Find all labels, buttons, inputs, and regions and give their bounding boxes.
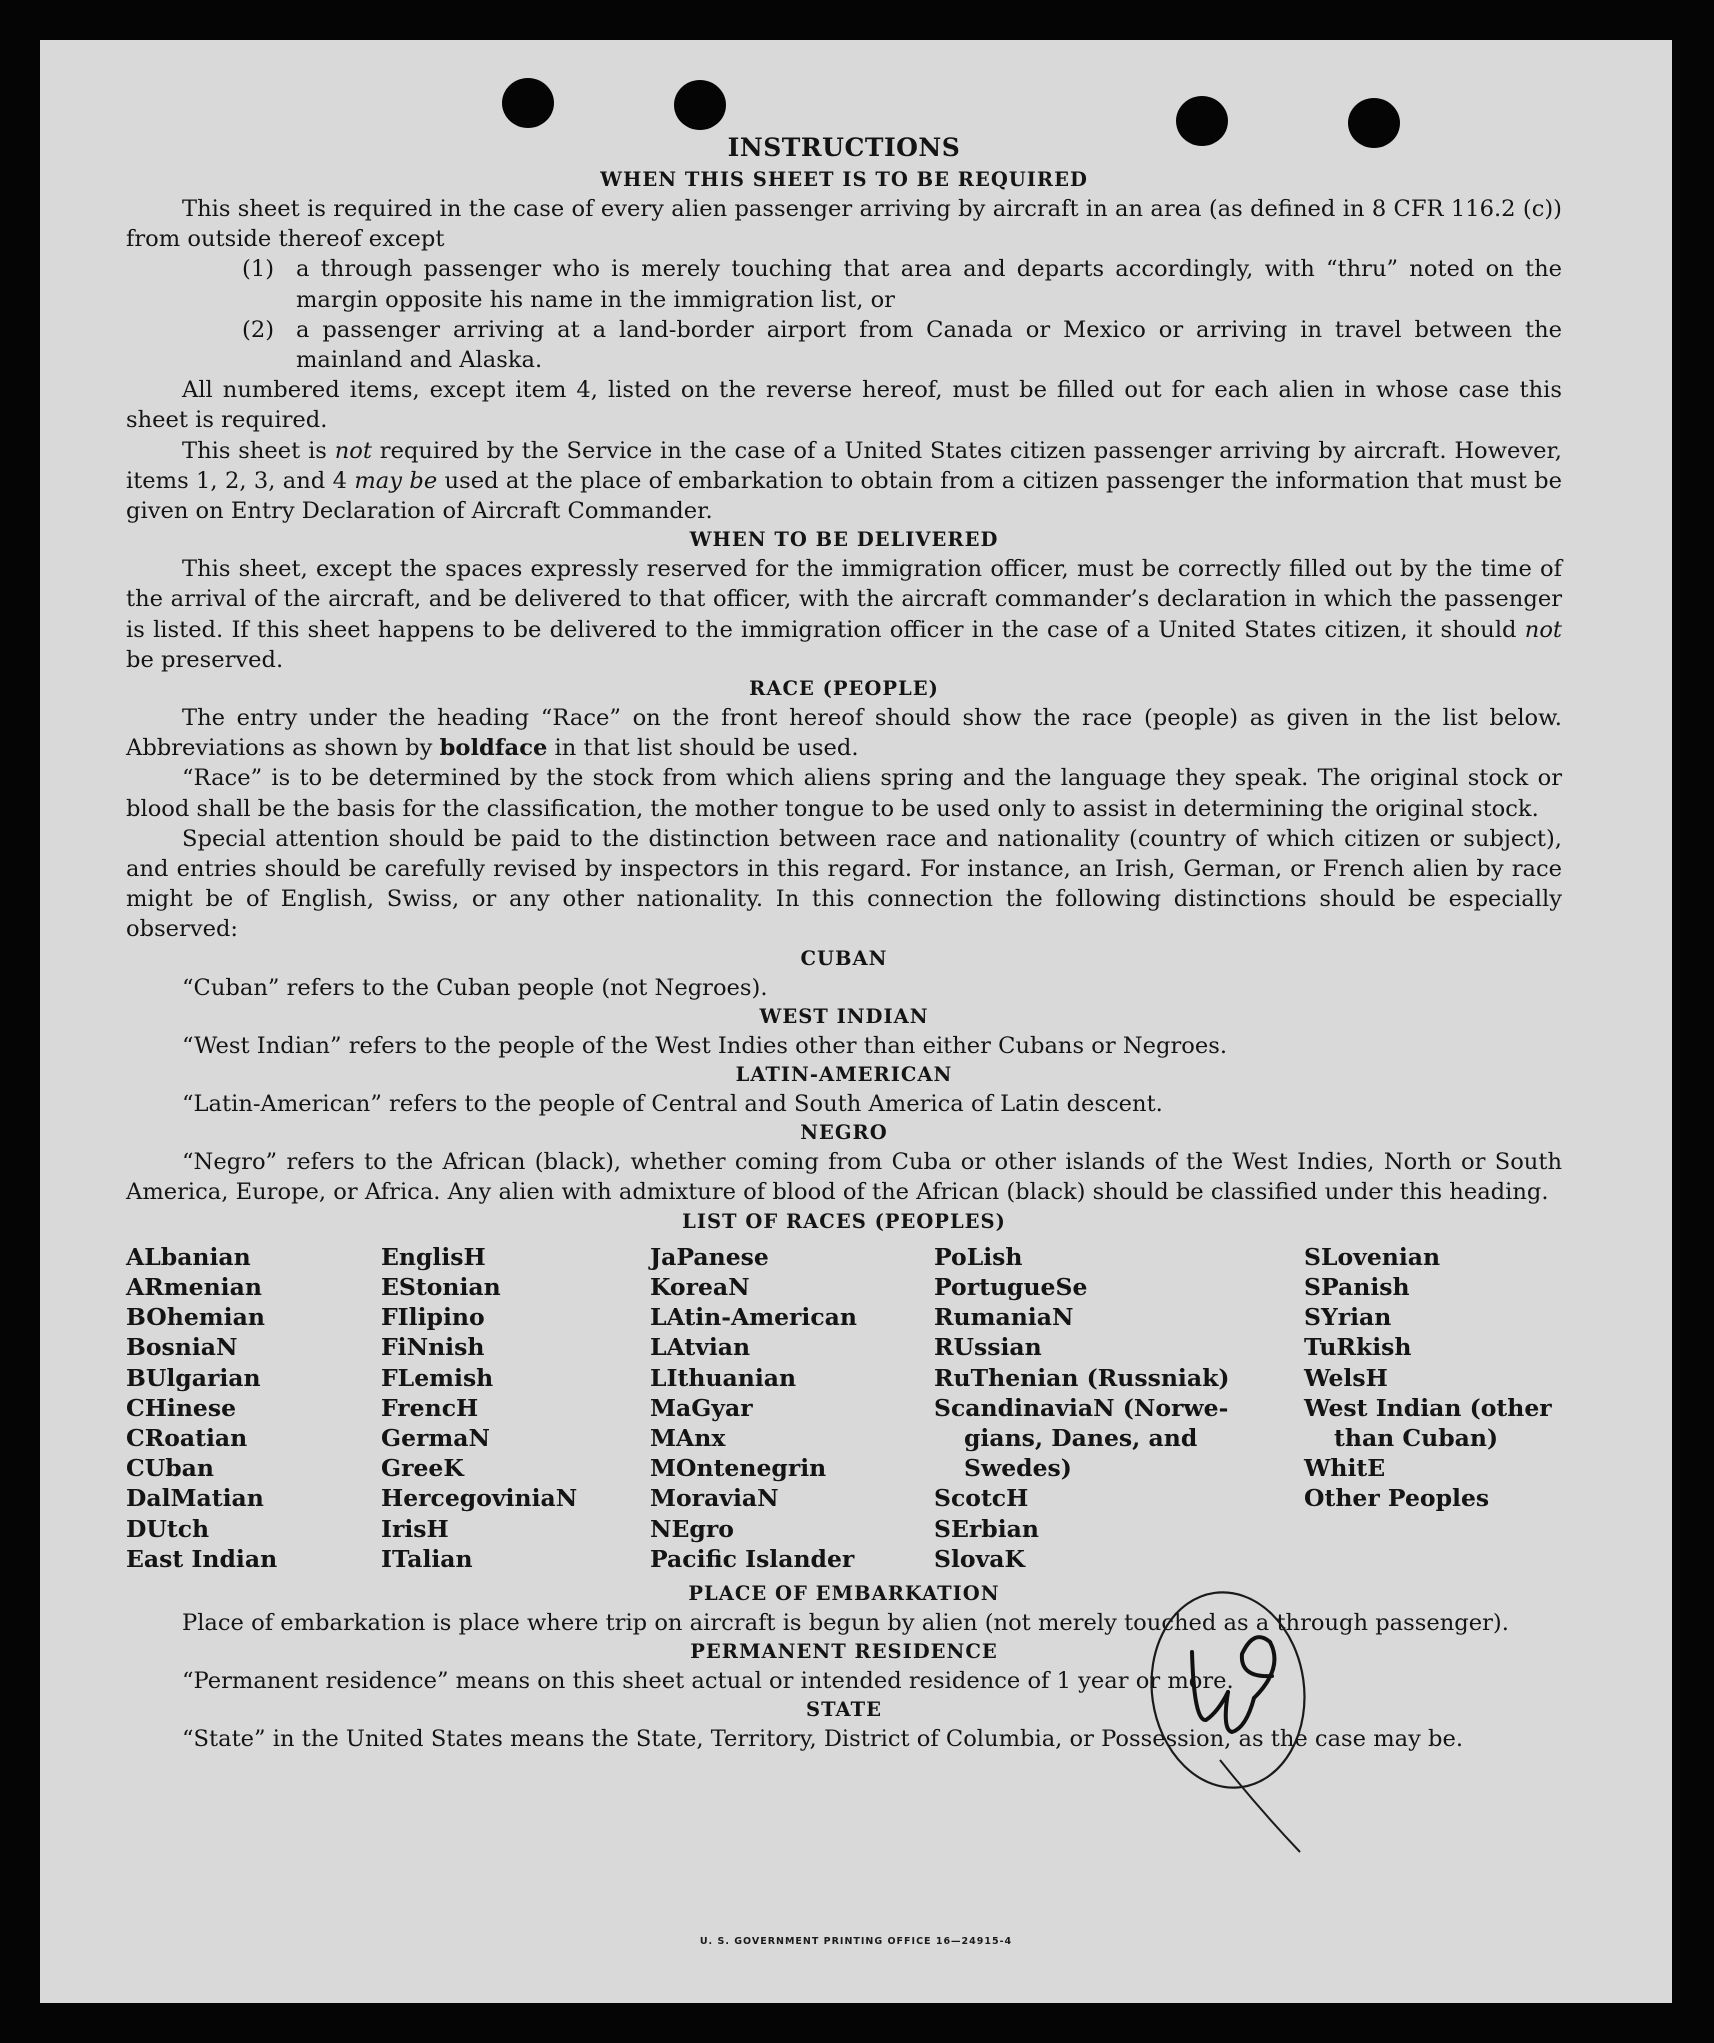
text-run: be preserved.: [126, 646, 284, 673]
emphasis: not: [334, 437, 372, 464]
race-entry: SPanish: [1304, 1272, 1410, 1301]
race-entry: KoreaN: [650, 1272, 750, 1301]
item-number: (1): [242, 256, 275, 283]
paragraph: [126, 436, 1562, 527]
text-run: required by the Service in the case of a United States citizen passenger arriving by aircraft. However, items 1, 2, 3, and 4: [126, 437, 1562, 494]
paragraph: [126, 554, 1562, 675]
races-column: [126, 1242, 381, 1574]
race-entry: ScandinaviaN (Norwe-: [934, 1393, 1229, 1422]
paragraph: “West Indian” refers to the people of the West Indies other than either Cubans or Negroes.: [182, 1032, 1228, 1059]
bold-text: boldface: [439, 735, 548, 762]
heading-permanent-residence: PERMANENT RESIDENCE: [690, 1640, 998, 1664]
race-entry: MAnx: [650, 1423, 726, 1452]
races-column: [381, 1242, 650, 1574]
race-entry: RUssian: [934, 1333, 1042, 1362]
race-entry: ScotcH: [934, 1484, 1029, 1513]
heading-cuban: CUBAN: [800, 946, 888, 970]
punch-hole: [502, 78, 554, 128]
text-run: This sheet is: [182, 437, 335, 464]
text-run: This sheet, except the spaces expressly reserved for the immigration officer, must be correctly filled out by the time of the arrival of the aircraft, and be delivered to that officer, with the aircraft commander’s declaration in which the passenger is listed. If this sheet happens to be delivered to the immigration officer in the case of a United States citizen, it should: [126, 556, 1562, 643]
race-entry: BosniaN: [126, 1333, 238, 1362]
race-entry: WelsH: [1304, 1363, 1388, 1392]
race-entry: GermaN: [381, 1423, 490, 1452]
paragraph: [126, 703, 1562, 763]
race-entry: BOhemian: [126, 1303, 265, 1332]
emphasis: may be: [354, 467, 438, 494]
race-entry: NEgro: [650, 1514, 734, 1543]
paragraph: “Negro” refers to the African (black), whether coming from Cuba or other islands of the West Indies, North or South America, Europe, or Africa. Any alien with admixture of blood of the African (black) should be classified under this heading.: [126, 1149, 1562, 1206]
race-entry: SYrian: [1304, 1303, 1392, 1332]
handwritten-circled-number: [1150, 1580, 1310, 1860]
race-entry: ALbanian: [126, 1242, 251, 1271]
race-entry: CUban: [126, 1454, 214, 1483]
race-entry: TuRkish: [1304, 1333, 1412, 1362]
instructions-body: [126, 130, 1562, 1755]
race-entry: RumaniaN: [934, 1303, 1074, 1332]
races-column: [1304, 1242, 1554, 1574]
race-entry: WhitE: [1304, 1454, 1386, 1483]
item-number: (2): [242, 316, 275, 343]
race-entry: MaGyar: [650, 1393, 753, 1422]
race-entry: SlovaK: [934, 1544, 1025, 1573]
heading-west-indian: WEST INDIAN: [759, 1004, 929, 1028]
paragraph: All numbered items, except item 4, listed on the reverse hereof, must be filled out for each alien in whose case this sheet is required.: [126, 377, 1562, 434]
document-sheet: [40, 40, 1672, 2003]
race-entry: LIthuanian: [650, 1363, 797, 1392]
paragraph: “Race” is to be determined by the stock from which aliens spring and the language they speak. The original stock or blood shall be the basis for the classification, the mother tongue to be used only to assist in determining the original stock.: [126, 765, 1562, 822]
race-entry: JaPanese: [650, 1242, 769, 1271]
race-entry: FIlipino: [381, 1303, 485, 1332]
heading-latin-american: LATIN-AMERICAN: [735, 1063, 953, 1087]
item-text: a passenger arriving at a land-border airport from Canada or Mexico or arriving in travel between the mainland and Alaska.: [296, 316, 1562, 374]
paragraph: “State” in the United States means the State, Territory, District of Columbia, or Possession, as the case may be.: [182, 1726, 1464, 1753]
race-entry: MOntenegrin: [650, 1454, 827, 1483]
text-run: in that list should be used.: [547, 735, 859, 762]
heading-negro: NEGRO: [800, 1121, 888, 1145]
race-entry: East Indian: [126, 1544, 278, 1573]
race-entry: PoLish: [934, 1242, 1023, 1271]
race-entry: EnglisH: [381, 1242, 486, 1271]
item-text: a through passenger who is merely touching that area and departs accordingly, with “thru” noted on the margin opposite his name in the immigration list, or: [296, 256, 1562, 313]
heading-embarkation: PLACE OF EMBARKATION: [688, 1581, 1000, 1605]
race-entry: ARmenian: [126, 1272, 262, 1301]
race-entry: IrisH: [381, 1514, 449, 1543]
race-entry: CRoatian: [126, 1423, 248, 1452]
heading-when-delivered: WHEN TO BE DELIVERED: [689, 528, 999, 552]
heading-race: RACE (PEOPLE): [749, 677, 939, 701]
race-entry: FLemish: [381, 1363, 494, 1392]
page-title: INSTRUCTIONS: [727, 133, 961, 162]
race-entry: RuThenian (Russniak): [934, 1363, 1230, 1392]
race-entry: PortugueSe: [934, 1272, 1088, 1301]
paragraph: “Permanent residence” means on this sheet actual or intended residence of 1 year or more.: [182, 1668, 1234, 1695]
race-entry: LAtin-American: [650, 1303, 857, 1332]
race-entry: CHinese: [126, 1393, 237, 1422]
emphasis: not: [1524, 616, 1562, 643]
list-item: [242, 254, 1562, 314]
race-entry: LAtvian: [650, 1333, 751, 1362]
race-entry: ITalian: [381, 1544, 473, 1573]
race-entry: than Cuban): [1334, 1423, 1499, 1452]
race-entry: GreeK: [381, 1454, 464, 1483]
race-entry: HercegoviniaN: [381, 1484, 578, 1513]
paragraph: Special attention should be paid to the distinction between race and nationality (country of which citizen or subject), and entries should be carefully revised by inspectors in this regard. For instance, an Irish, German, or French alien by race might be of English, Swiss, or any other nationality. In this connection the following distinctions should be especially observed:: [126, 825, 1562, 943]
paragraph: Place of embarkation is place where trip on aircraft is begun by alien (not merely touched as a through passenger).: [182, 1609, 1509, 1636]
paragraph: “Latin-American” refers to the people of Central and South America of Latin descent.: [182, 1091, 1163, 1118]
race-entry: Pacific Islander: [650, 1544, 855, 1573]
punch-hole: [674, 80, 726, 130]
race-entry: SLovenian: [1304, 1242, 1441, 1271]
heading-when-required: WHEN THIS SHEET IS TO BE REQUIRED: [600, 168, 1088, 191]
race-entry: DalMatian: [126, 1484, 264, 1513]
race-entry: BUlgarian: [126, 1363, 261, 1392]
race-entry: Swedes): [964, 1454, 1072, 1483]
text-run: used at the place of embarkation to obtain from a citizen passenger the information that must be given on Entry Declaration of Aircraft Commander.: [126, 467, 1562, 525]
race-entry: EStonian: [381, 1272, 501, 1301]
paragraph: This sheet is required in the case of every alien passenger arriving by aircraft in an area (as defined in 8 CFR 116.2 (c)) from outside thereof except: [126, 196, 1562, 253]
race-entry: SErbian: [934, 1514, 1039, 1543]
races-column: [650, 1242, 934, 1574]
race-entry: FiNnish: [381, 1333, 485, 1362]
race-entry: MoraviaN: [650, 1484, 779, 1513]
race-entry: West Indian (other: [1304, 1393, 1552, 1422]
text-run: The entry under the heading “Race” on the front hereof should show the race (people) as given in the list below. Abbreviations as shown by: [126, 705, 1562, 762]
heading-list-of-races: LIST OF RACES (PEOPLES): [682, 1209, 1006, 1233]
list-item: [242, 315, 1562, 375]
printing-office-footer: U. S. GOVERNMENT PRINTING OFFICE 16—24915-4: [699, 1936, 1013, 1947]
paragraph: “Cuban” refers to the Cuban people (not Negroes).: [182, 974, 768, 1001]
races-column: [934, 1242, 1304, 1574]
race-entry: gians, Danes, and: [964, 1423, 1198, 1452]
race-entry: DUtch: [126, 1514, 210, 1543]
race-entry: Other Peoples: [1304, 1484, 1490, 1513]
race-entry: FrencH: [381, 1393, 479, 1422]
races-list: [126, 1242, 1562, 1574]
heading-state: STATE: [806, 1698, 882, 1722]
